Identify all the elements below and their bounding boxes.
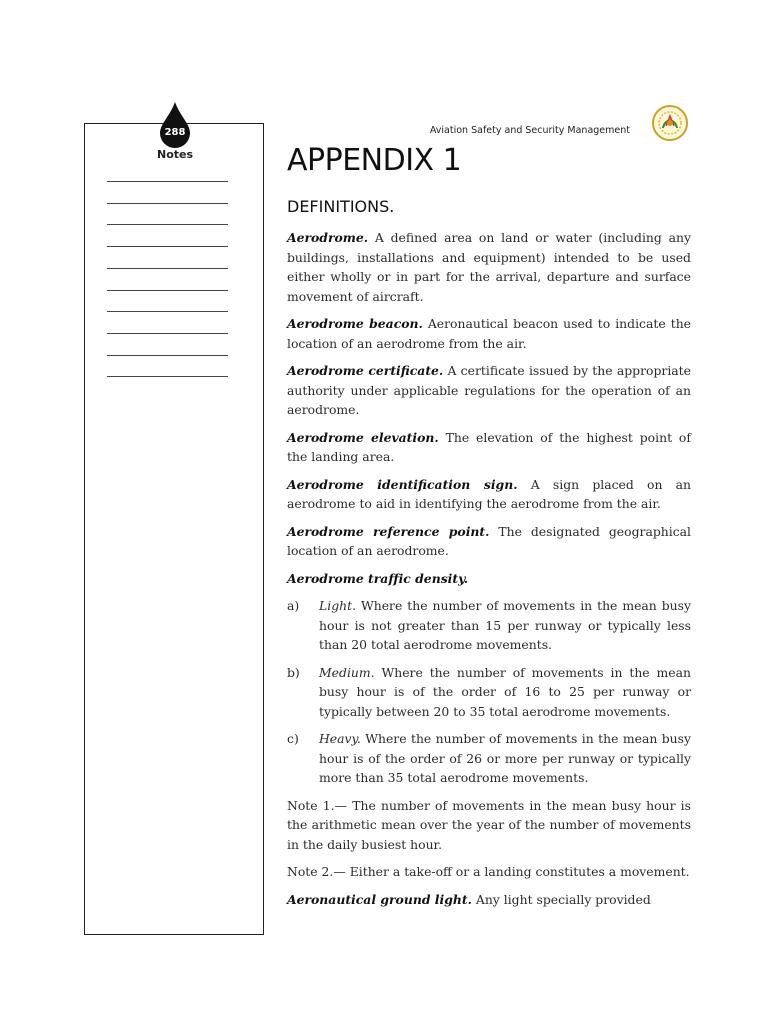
- definition-term: Aerodrome certificate.: [287, 363, 444, 378]
- note-line: [107, 268, 228, 269]
- definition-text: Aeronautical beacon used to indicate the location of an aerodrome from the air.: [287, 316, 692, 351]
- definition-paragraph: [287, 475, 691, 514]
- definition-term: Aeronautical ground light.: [287, 891, 472, 907]
- definition-term: Aerodrome reference point.: [287, 523, 490, 539]
- definition-term: Aerodrome beacon.: [287, 316, 423, 331]
- definition-paragraph: [287, 522, 691, 561]
- page-title: APPENDIX 1: [287, 143, 462, 178]
- definition-term: Aerodrome elevation.: [287, 429, 439, 445]
- note-line: [107, 355, 228, 356]
- definition-term: Aerodrome traffic density.: [287, 570, 469, 586]
- definition-term: Aerodrome.: [287, 230, 369, 245]
- note-line: [107, 311, 228, 312]
- page-number: 288: [164, 127, 186, 138]
- page-number-drop-icon: [158, 102, 192, 148]
- definition-text: The designated geographical location of an aerodrome.: [287, 523, 691, 558]
- note-line: [107, 181, 228, 182]
- notes-sidebar: [84, 123, 264, 935]
- list-marker: b): [287, 664, 300, 680]
- list-item-text: Where the number of movements in the mean busy hour is not greater than 15 per runway or typically less than 20 total aerodrome movements.: [319, 598, 691, 652]
- note-line: [107, 246, 228, 247]
- definition-text: A defined area on land or water (including any buildings, installations and equipment) intended to be used either wholly or in part for the arrival, departure and surface movement of aircraft.: [287, 230, 691, 304]
- note-line: [107, 224, 228, 225]
- note-paragraph: Note 2.— Either a take-off or a landing constitutes a movement.: [287, 864, 690, 879]
- list-item-term: Light.: [319, 598, 357, 613]
- list-marker: a): [287, 598, 300, 613]
- definition-text: Any light specially provided: [471, 891, 651, 907]
- note-line: [107, 376, 228, 377]
- definition-paragraph: [287, 428, 691, 467]
- list-item: [287, 729, 691, 788]
- definition-paragraph: [287, 361, 691, 420]
- definition-text: A certificate issued by the appropriate authority under applicable regulations for the operation of an aerodrome.: [287, 363, 691, 417]
- list-item-term: Medium.: [319, 664, 375, 680]
- list-item-body: [319, 729, 691, 788]
- list-item: [287, 663, 691, 722]
- definitions-body: [287, 228, 691, 917]
- list-item: [287, 596, 691, 655]
- list-item-term: Heavy.: [319, 731, 361, 746]
- section-heading: DEFINITIONS.: [287, 197, 395, 216]
- list-marker: c): [287, 731, 299, 746]
- list-item-text: Where the number of movements in the mean busy hour is of the order of 16 to 25 per runway or typically between 20 to 35 total aerodrome movements.: [319, 664, 691, 719]
- list-item-body: [319, 663, 691, 722]
- definition-paragraph: [287, 569, 691, 589]
- definition-text: The elevation of the highest point of the landing area.: [287, 429, 691, 464]
- definition-term: Aerodrome identification sign.: [287, 476, 518, 492]
- definition-text: A sign placed on an aerodrome to aid in identifying the aerodrome from the air.: [287, 476, 692, 511]
- university-emblem-icon: [651, 104, 689, 142]
- note-paragraph: Note 1.— The number of movements in the mean busy hour is the arithmetic mean over the year of the number of movements in the daily busiest hour.: [287, 797, 691, 852]
- note-line: [107, 203, 228, 204]
- notes-label: Notes: [156, 148, 194, 161]
- running-header: Aviation Safety and Security Management: [429, 125, 630, 136]
- definition-paragraph: [287, 890, 691, 910]
- note-line: [107, 290, 228, 291]
- list-item-body: [319, 596, 691, 655]
- definition-paragraph: [287, 228, 691, 306]
- definition-paragraph: [287, 314, 691, 353]
- note-line: [107, 333, 228, 334]
- list-item-text: Where the number of movements in the mean busy hour is of the order of 26 or more per runway or typically more than 35 total aerodrome movements.: [319, 731, 691, 785]
